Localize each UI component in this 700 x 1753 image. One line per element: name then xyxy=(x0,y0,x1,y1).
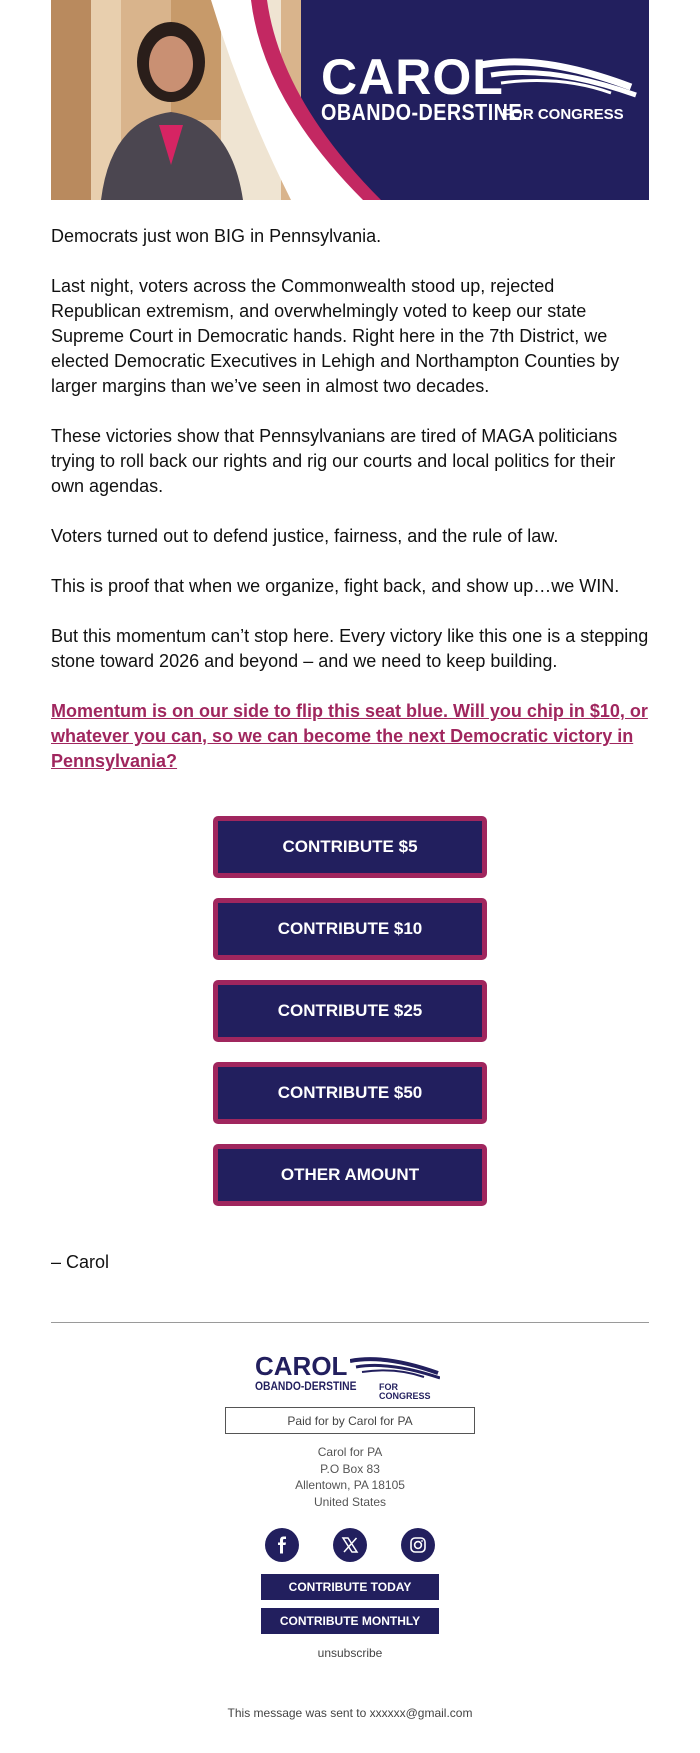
contribute-25-button[interactable]: CONTRIBUTE $25 xyxy=(213,980,487,1042)
banner-name-top: CAROL xyxy=(321,49,504,105)
sent-to-notice: This message was sent to xxxxxx@gmail.com xyxy=(227,1706,473,1720)
mailing-address xyxy=(295,1444,405,1510)
banner-for-congress: FOR CONGRESS xyxy=(502,106,624,123)
flag-wave-icon xyxy=(350,1355,440,1381)
address-line: Carol for PA xyxy=(317,1445,383,1459)
paid-for-disclaimer: Paid for by Carol for PA xyxy=(225,1407,475,1434)
divider xyxy=(51,1322,649,1323)
footer-logo-name-bottom: OBANDO-DERSTINE xyxy=(255,1379,357,1393)
email-body xyxy=(51,224,649,774)
donate-button-group xyxy=(51,816,649,1226)
other-amount-button[interactable]: OTHER AMOUNT xyxy=(213,1144,487,1206)
address-line: P.O Box 83 xyxy=(320,1461,380,1476)
banner-name-bottom: OBANDO-DERSTINE xyxy=(321,99,522,125)
paragraph: Democrats just won BIG in Pennsylvania. xyxy=(51,226,382,246)
social-links xyxy=(265,1528,435,1562)
footer-logo-for-congress: FOR CONGRESS xyxy=(379,1382,431,1401)
contribute-monthly-button[interactable]: CONTRIBUTE MONTHLY xyxy=(261,1608,439,1634)
flag-wave-icon xyxy=(481,55,641,100)
cta-link[interactable]: Momentum is on our side to flip this seat blue. Will you chip in $10, or whatever you can, so we can become the next Democratic victory in Pennsylvania? xyxy=(51,701,648,771)
footer-logo xyxy=(255,1351,445,1401)
contribute-5-button[interactable]: CONTRIBUTE $5 xyxy=(213,816,487,878)
footer-logo-name-top: CAROL xyxy=(255,1351,348,1381)
facebook-icon[interactable] xyxy=(265,1528,299,1562)
contribute-50-button[interactable]: CONTRIBUTE $50 xyxy=(213,1062,487,1124)
signoff: – Carol xyxy=(51,1252,110,1272)
address-line: United States xyxy=(313,1494,387,1509)
unsubscribe-link[interactable]: unsubscribe xyxy=(317,1646,383,1660)
paragraph: Voters turned out to defend justice, fairness, and the rule of law. xyxy=(51,526,559,546)
email-container xyxy=(51,0,649,1720)
contribute-10-button[interactable]: CONTRIBUTE $10 xyxy=(213,898,487,960)
paragraph: But this momentum can’t stop here. Every victory like this one is a stepping stone toward 2026 and beyond – and we need to keep building. xyxy=(51,626,649,671)
x-icon[interactable] xyxy=(333,1528,367,1562)
address-line: Allentown, PA 18105 xyxy=(295,1478,405,1492)
contribute-today-button[interactable]: CONTRIBUTE TODAY xyxy=(261,1574,439,1600)
paragraph: Last night, voters across the Commonwealth stood up, rejected Republican extremism, and overwhelmingly voted to keep our state Supreme Court in Democratic hands. Right here in the 7th District, we elected Democratic Executives in Lehigh and Northampton Counties by larger margins than we’ve seen in almost two decades. xyxy=(51,276,620,396)
instagram-icon[interactable] xyxy=(401,1528,435,1562)
paragraph: These victories show that Pennsylvanians are tired of MAGA politicians trying to roll back our rights and rig our courts and local politics for their own agendas. xyxy=(51,426,618,496)
paragraph: This is proof that when we organize, fight back, and show up…we WIN. xyxy=(51,576,620,596)
header-banner xyxy=(51,0,649,200)
footer xyxy=(51,1353,649,1720)
